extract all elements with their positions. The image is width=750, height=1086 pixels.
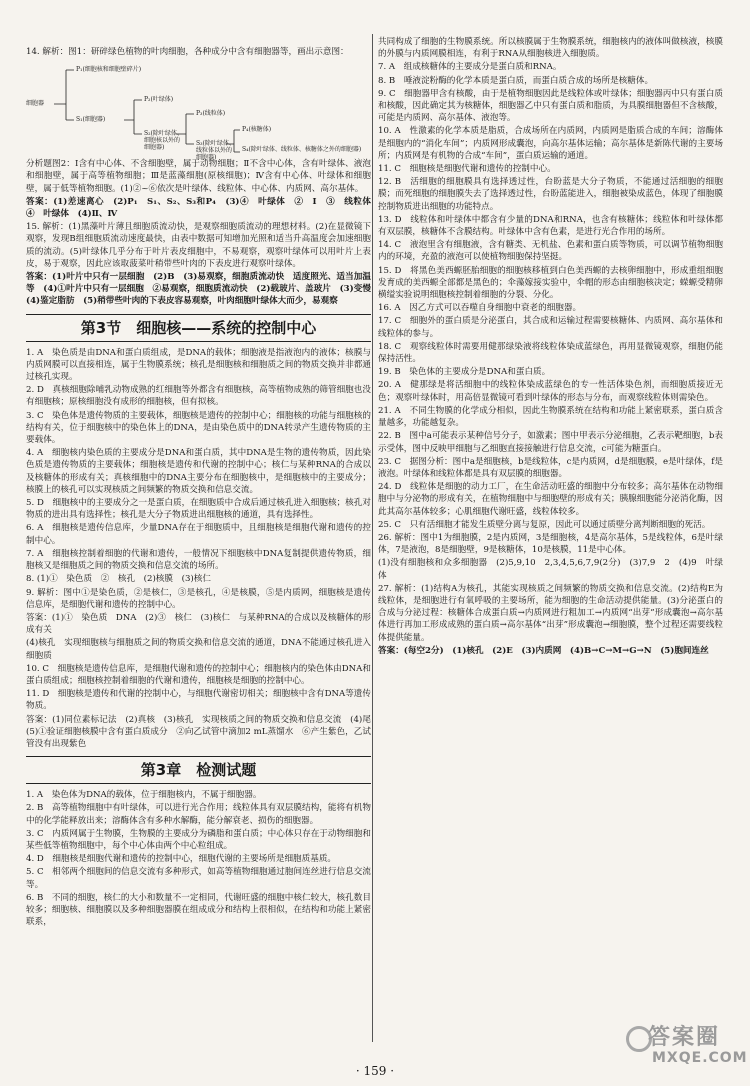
diagram-s4: S₄(除叶绿体、线粒体、核糖体之外的细胞器) (242, 146, 362, 154)
answer-item: 16. A 因乙方式可以吞噬自身细胞中衰老的细胞器。 (378, 303, 582, 314)
answer-item: 共同构成了细胞的生物膜系统。所以核膜属于生物膜系统，细胞核内的液体叫做核液，核膜的外膜与内质网膜相连，有利于RNA从细胞核进入细胞质。 (378, 37, 723, 60)
test-item: 6. B 不同的细胞，核仁的大小和数量不一定相同，代谢旺盛的细胞中核仁较大，核孔数目较多；细胞核、细胞膜以及多种细胞器膜在组成成分和结构上很相似，在结构和功能上紧密联系， (26, 892, 371, 928)
diagram-s3: S₃(除叶绿体、线粒体以外的细胞器) (196, 140, 235, 162)
q15-answer: 答案：(1)叶片中只有一层细胞 (2)B (3)易观察，细胞质流动快 适度照光、适当加温等 (4)①叶片中只有一层细胞 ②易观察，细胞质流动快 (2)载玻片、盖玻片 (3)变慢 (4)鉴定脂肪 (5)稍带些叶肉的下表皮容易观察，叶肉细胞叶绿体大而少，易观察 (26, 272, 380, 307)
test-item: 4. D 细胞核是细胞代谢和遗传的控制中心，细胞代谢的主要场所是细胞质基质。 (26, 854, 337, 865)
answer-item: 8. B 唾液淀粉酶的化学本质是蛋白质，而蛋白质合成的场所是核糖体。 (378, 75, 654, 86)
answer-item: 26. 解析：图中1为细胞膜，2是内质网，3是细胞核，4是高尔基体，5是线粒体，6是叶绿体，7是液泡，8是细胞壁，9是核糖体，10是核膜，11是中心体。 (378, 532, 723, 556)
answer-item: 25. C 只有活细胞才能发生质壁分离与复原，因此可以通过质壁分离判断细胞的死活。 (378, 519, 711, 530)
fractionation-diagram (26, 60, 371, 162)
nucleus-item: 9. 解析：图中①是染色质，②是核仁，③是核孔，④是核膜，⑤是内质网，细胞核是遗传信息库，是细胞代谢和遗传的控制中心。 (26, 587, 371, 610)
nucleus-item: 7. A 细胞核控制着细胞的代谢和遗传，一般情况下细胞核中DNA复制提供遗传物质，细胞核又是细胞质之间的物质交换和信息交流的场所。 (26, 548, 371, 572)
diagram-p2: P₂(叶绿体) (144, 96, 174, 104)
nucleus-item: 2. D 真核细胞除哺乳动物成熟的红细胞等外都含有细胞核，高等植物成熟的筛管细胞也没有细胞核；原核细胞没有成形的细胞核，但有拟核。 (26, 385, 371, 408)
answer-item: 15. D 将黑色美西螈胚胎细胞的细胞核移植到白色美西螈的去核卵细胞中，形成重组细胞发育成的美西螈全部都是黑色的；伞藻嫁接实验中，伞帽的形态由细胞核决定；蝾螈受精卵横缢实验说明细胞核控制着细胞的分裂、分化。 (378, 265, 723, 301)
nucleus-item: 11. D 细胞核是遗传和代谢的控制中心，与细胞代谢密切相关；细胞核中含有DNA等遗传物质。 (26, 689, 371, 712)
answer-item: 24. D 线粒体是细胞的动力工厂，在生命活动旺盛的细胞中分布较多；高尔基体在动物细胞中与分泌物的形成有关，在植物细胞中与细胞壁的形成有关；胰腺细胞能分泌消化酶，因此其高尔基体较多；心肌细胞代谢旺盛，线粒体较多。 (378, 482, 723, 517)
q14-answer: 答案：(1)差速离心 (2)P₁ S₁、S₂、S₃和P₄ (3)④ 叶绿体 ② Ⅰ ③ 线粒体 ④ 叶绿体 (4)Ⅱ、Ⅳ (26, 196, 380, 220)
answer-item: 21. A 不同生物膜的化学成分相似，因此生物膜系统在结构和功能上紧密联系，蛋白质含量越多，功能越复杂。 (378, 405, 723, 429)
nucleus-item: 10. C 细胞核是遗传信息库，是细胞代谢和遗传的控制中心；细胞核内的染色体由DNA和蛋白质组成；细胞核控制着细胞的代谢和遗传，细胞核是细胞的控制中心。 (26, 663, 371, 686)
answer-item: 7. A 组成核糖体的主要成分是蛋白质和RNA。 (378, 62, 562, 73)
diagram-p1: P₁(细胞核和细胞壁碎片) (76, 66, 142, 74)
answer-item: 19. B 染色体的主要成分是DNA和蛋白质。 (378, 367, 551, 378)
diagram-root: 细胞器 (26, 100, 45, 108)
answer-item: 22. B 图中a可能表示某种信号分子，如激素；图中甲表示分泌细胞，乙表示靶细胞，b表示受体，图中反映甲细胞与乙细胞直接接触进行信息交流，c可能为糖蛋白。 (378, 431, 723, 454)
diagram-s2: S₂(除叶绿体、细胞核以外的细胞器) (144, 130, 183, 152)
diagram-p3: P₃(线粒体) (196, 110, 226, 118)
watermark-logo (626, 1016, 748, 1076)
test-item: 2. B 高等植物细胞中有叶绿体，可以进行光合作用；线粒体具有双层膜结构，能将有机物中的化学能释放出来；溶酶体含有多种水解酶，能分解衰老、损伤的细胞器。 (26, 803, 371, 826)
section-title-nucleus: 第3节 细胞核——系统的控制中心 (26, 314, 371, 342)
q15-analysis: 15. 解析：(1)黑藻叶片薄且细胞质流动快，是观察细胞质流动的理想材料。(2)在显微镜下观察，发现B组细胞质流动速度最快，由表中数据可知增加光照和适当升高温度会加速细胞质的流动。(5)叶绿体几乎分布于叶片表皮细胞中，不易观察，观察叶绿体可以用叶片上表皮，易于观察，因此应该取菠菜叶稍带些叶肉的下表皮进行观察叶绿体。 (26, 222, 371, 269)
nucleus-item: 1. A 染色质是由DNA和蛋白质组成，是DNA的载体；细胞液是指液泡内的液体；核膜与内质网膜可以直接相连，属于生物膜系统；核孔是细胞核和细胞质之间的物质交换并非都通过核孔实现。 (26, 347, 371, 383)
answer-item: 23. C 据图分析：图中a是细胞核，b是线粒体，c是内质网，d是细胞膜，e是叶绿体，f是液泡。叶绿体和线粒体都是具有双层膜的细胞器。 (378, 456, 723, 479)
diagram-s1: S₁(细胞器) (76, 116, 106, 124)
page-number: · 159 · (355, 1064, 395, 1078)
watermark-top-text: 答案圈 (648, 1025, 721, 1050)
q14-analysis: 分析题图2：Ⅰ含有中心体、不含细胞壁，属于动物细胞；Ⅱ不含中心体，含有叶绿体、液泡和细胞壁，属于高等植物细胞；Ⅲ是蓝藻细胞(原核细胞)；Ⅳ含有中心体、叶绿体和细胞壁，属于低等植物细胞。(1)②~⑥依次是叶绿体、线粒体、中心体、内质网、高尔基体。 (26, 159, 371, 194)
answer-item: 11. C 细胞核是细胞代谢和遗传的控制中心。 (378, 164, 556, 175)
answer-item: 17. C 细胞外的蛋白质是分泌蛋白，其合成和运输过程需要核糖体、内质网、高尔基体和线粒体的参与。 (378, 316, 723, 339)
answer-item: 10. A 性激素的化学本质是脂质，合成场所在内质网，内质网是脂质合成的车间；溶酶体是细胞内的“消化车间”；内质网形成囊泡，向高尔基体运输；高尔基体是新陈代谢的主要场所；内质网是有机物的合成“车间”，蛋白质运输的通道。 (378, 126, 723, 161)
q14-intro: 14. 解析：图1：研碎绿色植物的叶肉细胞，各种成分中含有细胞器等，画出示意图： (26, 47, 349, 57)
column-divider (372, 34, 373, 1042)
diagram-p4: P₄(核糖体) (242, 126, 272, 134)
answer-item: (1)没有细胞核和众多细胞器 (2)5,9,10 2,3,4,5,6,7,9(2分) (3)7,9 2 (4)9 叶绿体 (378, 558, 723, 581)
answer-item: 18. C 观察线粒体时需要用健那绿染液将线粒体染成蓝绿色，再用显微镜观察，细胞仍能保持活性。 (378, 341, 723, 365)
nucleus-item: 6. A 细胞核是遗传信息库，少量DNA存在于细胞质中，且细胞核是细胞代谢和遗传的控制中心。 (26, 523, 371, 546)
nucleus-item: 4. A 细胞核内染色质的主要成分是DNA和蛋白质，其中DNA是生物的遗传物质，因此染色质是遗传物质的主要载体；细胞核是遗传和代谢的控制中心；核仁与某种RNA的合成以及核糖体的形成有关；真核细胞中的DNA主要分布在细胞核中，是细胞核中的主要成分；核膜上的核孔可以实现核质之间频繁的物质交换和信息交流。 (26, 448, 371, 495)
nucleus-item: 3. C 染色体是遗传物质的主要载体，细胞核是遗传的控制中心；细胞核的功能与细胞核的结构有关，位于细胞核中的染色体上的DNA，是由染色质中的DNA转录产生遗传物质的主要载体。 (26, 410, 371, 446)
answer-item: 13. D 线粒体和叶绿体中都含有少量的DNA和RNA，也含有核糖体；线粒体和叶绿体都有双层膜，核糖体不含膜结构。叶绿体中含有色素，是进行光合作用的场所。 (378, 214, 723, 238)
nucleus-item: (4)核孔 实现细胞核与细胞质之间的物质交换和信息交流的通道，DNA不能通过核孔进入细胞质 (26, 638, 371, 661)
answer-item: 12. B 活细胞的细胞膜具有选择透过性，台盼蓝是大分子物质，不能通过活细胞的细胞膜；而死细胞的细胞膜失去了选择透过性，台盼蓝能进入，细胞被染成蓝色，体现了细胞膜控制物质进出细胞的功能特点。 (378, 177, 723, 212)
nucleus-item: 8. (1)① 染色质 ② 核孔 (2)核膜 (3)核仁 (26, 574, 211, 585)
nucleus-item: 5. D 细胞核中的主要成分之一是蛋白质，在细胞质中合成后通过核孔进入细胞核；核孔对物质的进出具有选择性；核孔是大分子物质进出细胞核的通道，具有选择性。 (26, 498, 371, 521)
test-item: 1. A 染色体为DNA的载体，位于细胞核内，不属于细胞器。 (26, 790, 262, 801)
test-item: 5. C 相邻两个细胞间的信息交流有多种形式，如高等植物细胞通过胞间连丝进行信息交流等。 (26, 867, 371, 890)
left-column (26, 46, 380, 1056)
test-item: 3. C 内质网属于生物膜，生物膜的主要成分为磷脂和蛋白质；中心体只存在于动物细胞和某些低等植物细胞中，每个中心体由两个中心粒组成。 (26, 828, 371, 851)
answer-item: 9. C 细胞器甲含有核酸，由于是植物细胞因此是线粒体或叶绿体；细胞器丙中只有蛋白质和核酸，因此确定其为核糖体，细胞器乙中只有蛋白质和脂质，为具膜细胞器但不含核酸，可能是内质网、高尔基体、液泡等。 (378, 88, 723, 124)
right-column (378, 36, 723, 1056)
watermark-bottom-text: MXQE.COM (652, 1050, 748, 1066)
answer-item: 27. 解析：(1)结构A为核孔，其能实现核质之间频繁的物质交换和信息交流。(2)结构E为线粒体，是细胞进行有氧呼吸的主要场所，能为细胞的生命活动提供能量。(3)分泌蛋白的合成与分泌过程：核糖体合成蛋白质→内质网进行粗加工→内质网“出芽”形成囊泡→高尔基体进行再加工形成成熟的蛋白质→高尔基体“出芽”形成囊泡→细胞膜，整个过程还需要线粒体提供能量。 (378, 583, 723, 643)
section-title-chapter-test: 第3章 检测试题 (26, 756, 371, 784)
answer-item: 答案：(每空2分) (1)核孔 (2)E (3)内质网 (4)B→C→M→G→N (5)胞间连丝 (378, 645, 709, 656)
nucleus-item: 答案：(1)同位素标记法 (2)真核 (3)核孔 实现核质之间的物质交换和信息交流 (4)尾 (5)①验证细胞核膜中含有蛋白质成分 ②向乙试管中滴加2 mL蒸馏水 ⑥产生紫色，乙试管没有出现紫色 (26, 714, 380, 749)
answer-item: 20. A 健那绿是将活细胞中的线粒体染成蓝绿色的专一性活体染色剂，而细胞质接近无色；观察叶绿体时，用高倍显微镜可看到叶绿体的形态与分布，而观察线粒体则需染色。 (378, 380, 723, 403)
answer-item: 14. C 液泡里含有细胞液，含有糖类、无机盐、色素和蛋白质等物质，可以调节植物细胞内的环境，充盈的液泡可以使植物细胞保持坚挺。 (378, 240, 723, 263)
nucleus-item: 答案：(1)① 染色质 DNA (2)③ 核仁 (3)核仁 与某种RNA的合成以及核糖体的形成有关 (26, 612, 371, 636)
